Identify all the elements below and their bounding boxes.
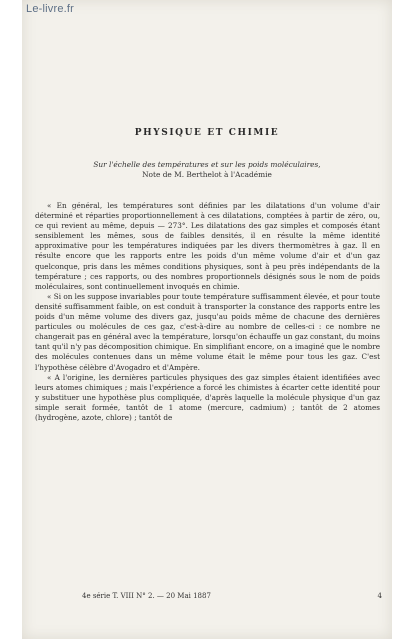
subtitle-line-1: Sur l'échelle des températures et sur les poids moléculaires, [93,160,321,169]
page-number: 4 [377,592,382,600]
footer-series: 4e série T. VIII N° 2. — 20 Mai 1887 [82,592,211,600]
subtitle-line-2: Note de M. Berthelot à l'Académie [142,170,272,179]
article-subtitle [52,160,362,180]
paragraph-3: « A l'origine, les dernières particules physiques des gaz simples étaient identifiées avec leurs atomes chimiques ; mais l'expérience a forcé les chimistes à écarter cette identité pour y substituer une hypothèse plus compliquée, d'après laquelle la molécule physique d'un gaz simple serait formée, tantôt de 1 atome (mercure, cadmium) ; tantôt de 2 atomes (hydrogène, azote, chlore) ; tantôt de [35,372,380,422]
paragraph-1: « En général, les températures sont définies par les dilatations d'un volume d'air déterminé et réparties proportionnellement à ces dilatations, comptées à partir de zéro, ou, ce qui revient au même, depuis — 273°. Les dilatations des gaz simples et composés étant sensiblement les mêmes, sous de faibles densités, il en résulte la même identité approximative pour les températures indiquées par les divers thermomètres à gaz. Il en résulte encore que les rapports entre les poids d'un même volume d'air et d'un gaz quelconque, pris dans les mêmes conditions physiques, sont à peu près indépendants de la température ; ces rapports, ou des nombres proportionnels désignés sous le nom de poids moléculaires, sont continuellement invoqués en chimie. [35,201,380,291]
document-page [22,0,392,639]
section-title: PHYSIQUE ET CHIMIE [134,128,280,138]
watermark-logo: Le-livre.fr [26,3,75,15]
article-body [35,201,380,423]
page-footer [82,592,382,600]
paragraph-2: « Si on les suppose invariables pour toute température suffisamment élevée, et pour toute densité suffisamment faible, on est conduit à transporter la constance des rapports entre les poids d'un même volume des divers gaz, jusqu'au poids même de chacune des dernières particules ou molécules de ces gaz, c'est-à-dire au nombre de celles-ci : ce nombre ne changerait pas en général avec la température, lorsqu'on échauffe un gaz constant, du moins tant qu'il n'y pas décomposition chimique. En simplifiant encore, on a imaginé que le nombre des molécules contenues dans un même volume était le même pour tous les gaz. C'est l'hypothèse célèbre d'Avogadro et d'Ampère. [35,291,380,372]
